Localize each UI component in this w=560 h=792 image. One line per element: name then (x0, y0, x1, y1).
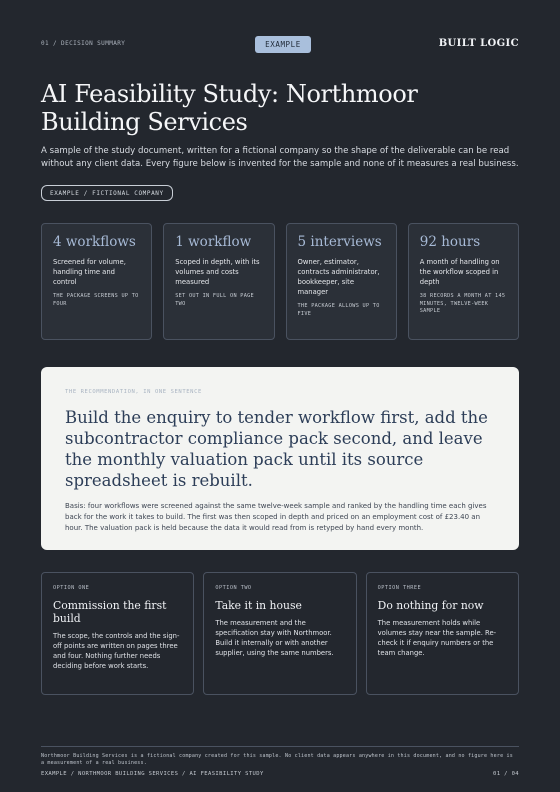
option-description: The measurement and the specification stay with Northmoor. Build it internally or with another supplier, using the same numbers. (215, 619, 334, 657)
stat-note: THE PACKAGE ALLOWS UP TO FIVE (297, 303, 380, 317)
stat-description: Screened for volume, handling time and control (53, 258, 126, 286)
stat-note: SET OUT IN FULL ON PAGE TWO (175, 293, 254, 307)
stat-description: Owner, estimator, contracts administrator, bookkeeper, site manager (297, 258, 380, 296)
page-footer (41, 746, 519, 777)
stat-description: A month of handling on the workflow scoped in depth (419, 258, 500, 286)
stat-value: 92 hours (419, 234, 481, 250)
recommendation-headline: Build the enquiry to tender workflow first, add the subcontractor compliance pack second, and leave the monthly valuation pack until its source spreadsheet is rebuilt. (65, 408, 488, 490)
page-header (41, 36, 519, 54)
fictional-company-tag: EXAMPLE / FICTIONAL COMPANY (41, 185, 173, 201)
option-description: The measurement holds while volumes stay near the sample. Re-check it if enquiry numbers or the team change. (377, 619, 497, 657)
option-title: Do nothing for now (377, 599, 484, 612)
option-description: The scope, the controls and the sign-off points are written on pages three and four. Nothing further needs deciding before work starts. (53, 632, 180, 670)
stats-row (41, 223, 519, 340)
option-title: Commission the first build (53, 599, 167, 625)
stat-card-hours (408, 223, 519, 340)
stat-card-workflows-screened (41, 223, 152, 340)
footer-bottom-row (41, 771, 519, 777)
stat-note: 38 RECORDS A MONTH AT 145 MINUTES, TWELVE-WEEK SAMPLE (419, 293, 506, 314)
stat-value: 4 workflows (53, 234, 136, 250)
stat-card-interviews (286, 223, 397, 340)
option-label: OPTION THREE (377, 585, 422, 591)
stat-value: 1 workflow (175, 234, 252, 250)
stat-value: 5 interviews (297, 234, 382, 250)
footer-disclaimer: Northmoor Building Services is a fictional company created for this sample. No client data appears anywhere in this document, and no figure here is a measurement of a real business. (41, 753, 513, 766)
stat-description: Scoped in depth, with its volumes and costs measured (175, 258, 260, 286)
example-badge: EXAMPLE (255, 36, 311, 53)
brand-logo: BUILT LOGIC (438, 38, 519, 49)
recommendation-basis: Basis: four workflows were screened against the same twelve-week sample and ranked by the handling time each gives back for the work it takes to build. The first was then scoped in depth and priced on an employment cost of £23.40 an hour. The valuation pack is held because the data it would read from is retyped by hand every month. (65, 502, 487, 532)
option-card-three (366, 572, 519, 695)
stat-card-workflow-scoped (163, 223, 274, 340)
option-label: OPTION ONE (53, 585, 90, 591)
footer-document-label: EXAMPLE / NORTHMOOR BUILDING SERVICES / AI FEASIBILITY STUDY (41, 771, 264, 777)
section-label: 01 / DECISION SUMMARY (41, 40, 126, 47)
options-row (41, 572, 519, 695)
page-number: 01 / 04 (493, 771, 519, 777)
option-label: OPTION TWO (215, 585, 252, 591)
option-card-one (41, 572, 194, 695)
recommendation-panel (41, 367, 519, 550)
page-title: AI Feasibility Study: Northmoor Building Services (41, 80, 418, 136)
recommendation-label: THE RECOMMENDATION, IN ONE SENTENCE (65, 389, 202, 395)
option-title: Take it in house (215, 599, 302, 612)
stat-note: THE PACKAGE SCREENS UP TO FOUR (53, 293, 139, 307)
intro-text: A sample of the study document, written for a fictional company so the shape of the deliverable can be read without any client data. Every figure below is invented for the sample and none of it measures a real business. (41, 146, 519, 169)
option-card-two (203, 572, 356, 695)
